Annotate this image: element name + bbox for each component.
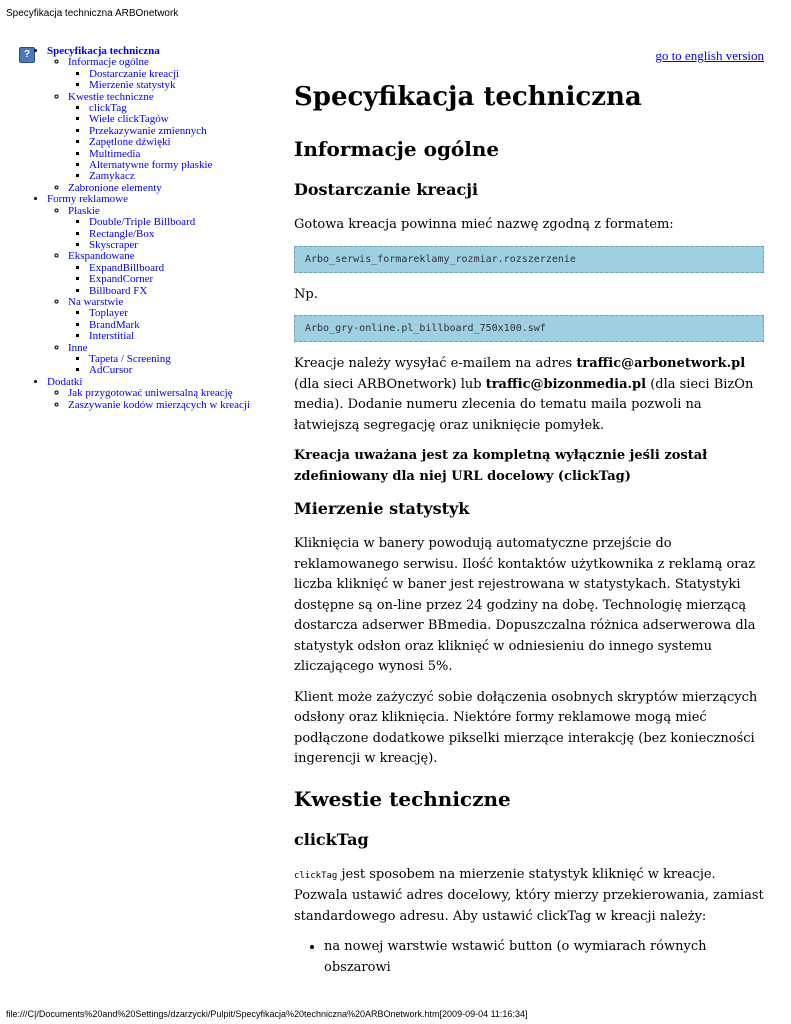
subsection-heading-mierzenie: Mierzenie statystyk — [294, 499, 470, 518]
email-bizonmedia: traffic@bizonmedia.pl — [485, 376, 647, 392]
toc-link-dodatki[interactable]: Dodatki — [47, 375, 83, 388]
toc-item — [68, 297, 280, 343]
toc-link-plaskie[interactable]: Płaskie — [68, 204, 100, 217]
toc-link-interstitial[interactable]: Interstitial — [89, 330, 135, 343]
text-segment: (dla sieci ARBOnetwork) lub — [294, 376, 486, 392]
toc-item — [68, 57, 280, 91]
code-block-format: Arbo_serwis_formareklamy_rozmiar.rozszerzenie — [294, 246, 764, 273]
toc-link-ekspandowane[interactable]: Ekspandowane — [68, 250, 135, 263]
toc-link-multimedia[interactable]: Multimedia — [89, 147, 141, 160]
toc-link-informacje-ogolne[interactable]: Informacje ogólne — [68, 56, 149, 69]
paragraph-format: Gotowa kreacja powinna mieć nazwę zgodną z formatem: — [294, 217, 674, 232]
text-segment: (dla sieci BizOn media). Dodanie numeru zlecenia do tematu maila pozwoli na łatwiejszą segregację oraz uniknięcie pomyłek. — [294, 376, 754, 433]
toc-link-zaszywanie[interactable]: Zaszywanie kodów mierzących w kreacji — [68, 398, 251, 411]
toc-link-tapeta[interactable]: Tapeta / Screening — [89, 352, 171, 365]
toc-link-toplayer[interactable]: Toplayer — [89, 307, 128, 320]
toc-item — [68, 251, 280, 297]
print-header: Specyfikacja techniczna ARBOnetwork — [6, 8, 179, 19]
toc-link-expandbillboard[interactable]: ExpandBillboard — [89, 261, 165, 274]
paragraph-clicktag — [294, 865, 764, 928]
section-heading-informacje: Informacje ogólne — [294, 137, 500, 161]
toc-link-uniwersalna[interactable]: Jak przygotować uniwersalną kreację — [68, 387, 233, 400]
toc-link-alternatywne[interactable]: Alternatywne formy płaskie — [89, 159, 213, 172]
toc-link-clicktag[interactable]: clickTag — [89, 102, 127, 115]
toc-item — [47, 46, 280, 194]
toc-link-przekazywanie[interactable]: Przekazywanie zmiennych — [89, 124, 207, 137]
toc-link-kwestie[interactable]: Kwestie techniczne — [68, 90, 154, 103]
toc-link-zamykacz[interactable]: Zamykacz — [89, 170, 135, 183]
text-segment: Kreacje należy wysyłać e-mailem na adres — [294, 356, 577, 371]
toc-link-wiele[interactable]: Wiele clickTagów — [89, 113, 169, 126]
subsection-heading-dostarczanie: Dostarczanie kreacji — [294, 180, 479, 199]
toc-item — [89, 365, 280, 376]
table-of-contents — [0, 46, 280, 411]
text-segment: jest sposobem na mierzenie statystyk kliknięć w kreacje. Pozwala ustawić adres docelowy, który mierzy przekierowania, zamiast standardowego adresu. Aby ustawić clickTag w kreacji należy: — [294, 866, 764, 924]
clicktag-steps-list — [294, 937, 764, 978]
help-book-icon: ? — [19, 47, 35, 63]
toc-item — [68, 343, 280, 377]
toc-item — [68, 92, 280, 183]
paragraph-clicktag-required: Kreacja uważana jest za kompletną wyłącznie jeśli został zdefiniowany dla niej URL docelowy (clickTag) — [294, 448, 708, 484]
toc-item — [68, 206, 280, 252]
print-footer: file:///C|/Documents%20and%20Settings/dzarzycki/Pulpit/Specyfikacja%20techniczna%20ARBOnetwork.htm[2009-09-04 11:16:34] — [6, 1009, 528, 1019]
toc-link-zabronione[interactable]: Zabronione elementy — [68, 181, 162, 194]
toc-link-skyscraper[interactable]: Skyscraper — [89, 238, 138, 251]
toc-item — [47, 377, 280, 411]
toc-item — [47, 194, 280, 377]
toc-link-rectangle[interactable]: Rectangle/Box — [89, 227, 155, 240]
email-arbonetwork: traffic@arbonetwork.pl — [576, 356, 746, 371]
subsection-heading-clicktag: clickTag — [294, 829, 369, 849]
paragraph-np: Np. — [294, 286, 318, 302]
paragraph-klient: Klient może zażyczyć sobie dołączenia osobnych skryptów mierzących odsłony oraz kliknięcia. Niektóre formy reklamowe mogą mieć podłączone dodatkowe pikselki mierzące interakcję (bez konieczności ingerencji w kreację). — [294, 689, 758, 766]
toc-link-brandmark[interactable]: BrandMark — [89, 318, 140, 331]
section-heading-kwestie: Kwestie techniczne — [294, 786, 511, 811]
toc-link-billboardfx[interactable]: Billboard FX — [89, 284, 148, 297]
toc-link-na-warstwie[interactable]: Na warstwie — [68, 295, 124, 308]
inline-code-clicktag: clickTag — [294, 870, 338, 881]
list-item: • na nowej warstwie wstawić button (o wymiarach równych obszarowi — [324, 937, 764, 978]
page-title: Specyfikacja techniczna — [294, 82, 642, 112]
toc-link-expandcorner[interactable]: ExpandCorner — [89, 273, 154, 286]
toc-link-formy[interactable]: Formy reklamowe — [47, 193, 128, 206]
toc-link-dostarczanie[interactable]: Dostarczanie kreacji — [89, 67, 180, 80]
toc-link-adcursor[interactable]: AdCursor — [89, 364, 133, 377]
toc-link-zapetlone[interactable]: Zapętlone dźwięki — [89, 136, 171, 149]
main-content — [294, 78, 764, 978]
paragraph-mierzenie: Kliknięcia w banery powodują automatyczne przejście do reklamowanego serwisu. Ilość kontaktów użytkownika z reklamą oraz liczba kliknięć w baner jest rejestrowana w statystykach. Statystyki dostępne są on-line przez 24 godziny na dobę. Technologię mierzącą dostarcza adserwer BBmedia. Dopuszczalna różnica adserwerowa dla statystyk odsłon oraz kliknięć w odniesieniu do innego systemu zliczającego wynosi 5%. — [294, 536, 756, 674]
paragraph-send — [294, 354, 764, 436]
toc-link-specyfikacja[interactable]: Specyfikacja techniczna — [47, 45, 160, 57]
toc-link-mierzenie[interactable]: Mierzenie statystyk — [89, 79, 176, 92]
code-block-example: Arbo_gry-online.pl_billboard_750x100.swf — [294, 315, 764, 342]
toc-item — [68, 400, 280, 411]
toc-link-double[interactable]: Double/Triple Billboard — [89, 216, 196, 229]
english-version-link[interactable]: go to english version — [655, 48, 764, 63]
toc-link-inne[interactable]: Inne — [68, 341, 88, 354]
toc-item — [89, 331, 280, 342]
